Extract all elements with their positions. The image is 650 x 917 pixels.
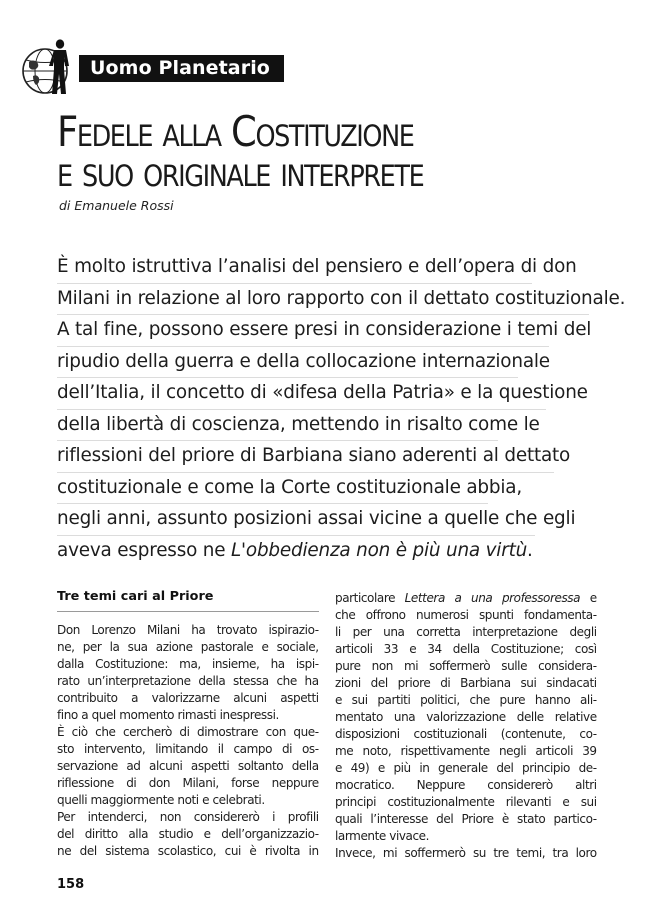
globe-with-person-icon (19, 38, 75, 98)
lead-line: costituzionale e come la Corte costituzionale abbia, (57, 473, 488, 505)
body-column-left (57, 589, 319, 859)
body-line: fino a quel momento rimasti inespressi. (57, 707, 279, 722)
lead-line (57, 536, 533, 568)
body-line: principi costituzionalmente rilevanti e sui (335, 794, 597, 809)
body-text: e (580, 590, 597, 605)
body-column-right (335, 589, 597, 861)
body-line: me noto, rispettivamente negli articoli 39 (335, 743, 597, 758)
body-line: dalla Costituzione: ma, insieme, ha ispi- (57, 656, 319, 671)
body-line: Per intenderci, non considererò i profili (57, 809, 319, 824)
body-line: zioni del priore di Barbiana sui sindacati (335, 675, 597, 690)
body-line: È ciò che cercherò di dimostrare con que- (57, 724, 319, 739)
body-line: sto intervento, limitando il campo di os- (57, 741, 319, 756)
body-line: rato un’interpretazione della stessa che ha (57, 673, 319, 688)
lead-line: È molto istruttiva l’analisi del pensiero e dell’opera di don (57, 252, 532, 284)
lead-line: della libertà di coscienza, mettendo in risalto come le (57, 410, 498, 442)
body-text: particolare (335, 590, 405, 605)
page-number: 158 (57, 877, 85, 892)
body-line: riflessione di don Milani, forse neppure (57, 775, 319, 790)
body-line: ne del sistema scolastico, cui è rivolta in (57, 843, 319, 858)
body-line: e sui partiti politici, che pure hanno ali- (335, 692, 597, 707)
section-heading: Tre temi cari al Priore (57, 589, 319, 612)
body-line: larmente vivace. (335, 828, 430, 843)
body-line: Don Lorenzo Milani ha trovato ispirazio- (57, 622, 319, 637)
body-line (335, 589, 597, 606)
body-line: quelli maggiormente noti e celebrati. (57, 792, 265, 807)
lead-line: Milani in relazione al loro rapporto con il dettato costituzionale. (57, 284, 589, 316)
title-line: Fedele alla Costituzione (57, 107, 414, 156)
body-line: del diritto alla studio e dell’organizzazio- (57, 826, 319, 841)
lead-line: negli anni, assunto posizioni assai vicine a quelle che egli (57, 504, 535, 536)
lead-line: A tal fine, possono essere presi in considerazione i temi del (57, 315, 549, 347)
body-line: ne, per la sua azione pastorale e sociale, (57, 639, 319, 654)
article-title (57, 107, 567, 196)
body-line: mentato una valorizzazione delle relative (335, 709, 597, 724)
body-line: servazione ad alcuni aspetti soltanto della (57, 758, 319, 773)
lead-paragraph (57, 252, 626, 567)
body-line: quali l’interesse del Priore è stato partico- (335, 811, 597, 826)
body-line: che offrono numerosi spunti fondamenta- (335, 607, 597, 622)
body-line: disposizioni costituzionali (contenute, co- (335, 726, 597, 741)
lead-text: aveva espresso ne (57, 539, 231, 561)
lead-text: . (527, 539, 533, 561)
book-title: Lettera a una professoressa (404, 590, 581, 605)
body-line: pure non mi soffermerò sulle considera- (335, 658, 597, 673)
body-line: contribuito a valorizzarne alcuni aspetti (57, 690, 319, 705)
section-rubric: Uomo Planetario (79, 55, 284, 82)
body-line: e 49) e più in generale del principio de- (335, 760, 597, 775)
byline: di Emanuele Rossi (59, 198, 174, 213)
book-title: L'obbedienza non è più una virtù (231, 539, 528, 561)
title-line: e suo originale interprete (57, 147, 424, 196)
lead-line: riflessioni del priore di Barbiana siano aderenti al dettato (57, 441, 554, 473)
lead-line: ripudio della guerra e della collocazione internazionale (57, 347, 518, 379)
body-line: li per una corretta interpretazione degli (335, 624, 597, 639)
body-line: mocratico. Neppure considererò altri (335, 777, 597, 792)
lead-line: dell’Italia, il concetto di «difesa della Patria» e la questione (57, 378, 546, 410)
body-line: Invece, mi soffermerò su tre temi, tra loro (335, 845, 597, 860)
body-line: articoli 33 e 34 della Costituzione; così (335, 641, 597, 656)
